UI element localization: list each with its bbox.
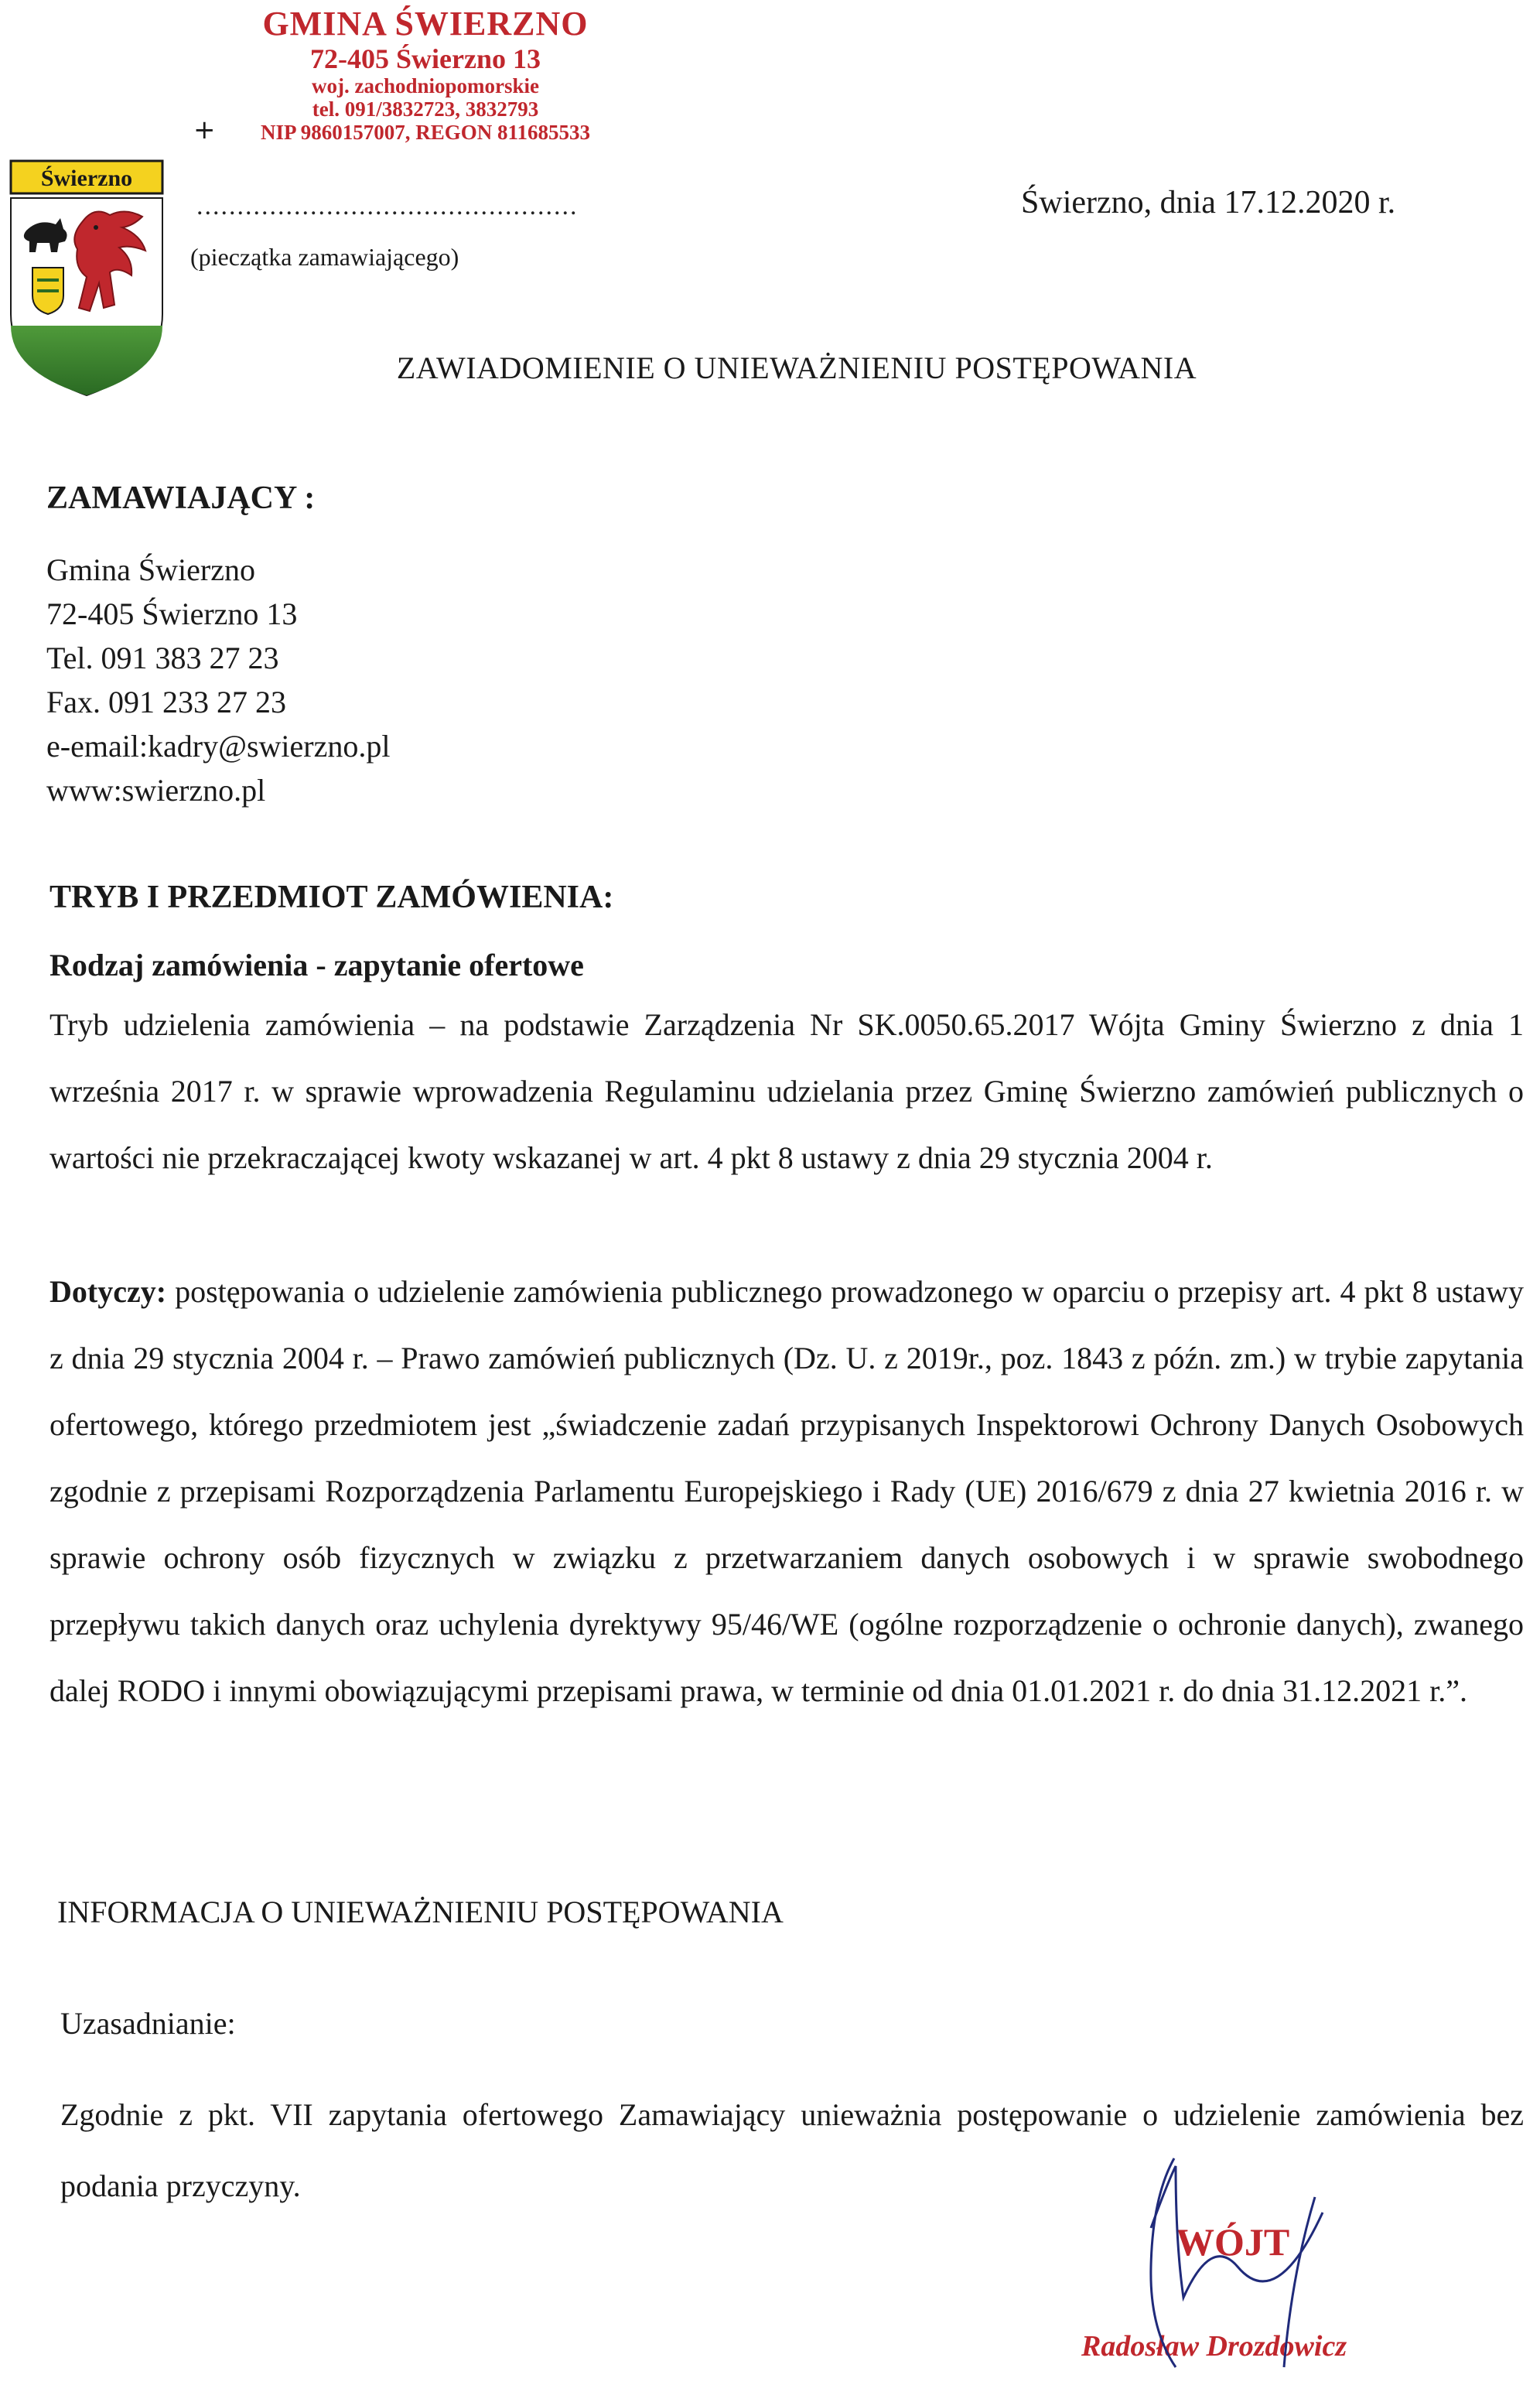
municipality-stamp — [186, 5, 665, 144]
stamp-dotted-line: ............................................... — [196, 192, 579, 220]
plus-mark-icon: + — [193, 114, 216, 145]
address-line: 72-405 Świerzno 13 — [46, 596, 298, 631]
place-date: Świerzno, dnia 17.12.2020 r. — [1021, 185, 1396, 220]
stamp-ids: NIP 9860157007, REGON 811685533 — [260, 121, 591, 144]
stamp-address: 72-405 Świerzno 13 — [310, 43, 541, 74]
contracting-authority-heading: ZAMAWIAJĄCY : — [46, 480, 316, 516]
document-title-text: ZAWIADOMIENIE O UNIEWAŻNIENIU POSTĘPOWANIA — [396, 350, 1197, 385]
signature-title: WÓJT — [1176, 2220, 1290, 2264]
signature-stamp — [1060, 2151, 1408, 2381]
stamp-name: GMINA ŚWIERZNO — [262, 5, 589, 43]
address-line: e-email:kadry@swierzno.pl — [46, 729, 391, 764]
document-title — [0, 350, 1540, 386]
procedure-heading: TRYB I PRZEDMIOT ZAMÓWIENIA: — [50, 880, 614, 915]
concerns-label: Dotyczy: — [50, 1274, 167, 1309]
procedure-type: Rodzaj zamówienia - zapytanie ofertowe — [50, 948, 584, 982]
concerns-paragraph — [50, 1259, 1524, 1724]
procedure-mode-paragraph: Tryb udzielenia zamówienia – na podstawie Zarządzenia Nr SK.0050.65.2017 Wójta Gminy Świerzno z dnia 1 września 2017 r. w sprawie wprowadzenia Regulaminu udzielania przez Gminę Świerzno zamówień publicznych o wartości nie przekraczającej kwoty wskazanej w art. 4 pkt 8 ustawy z dnia 29 stycznia 2004 r. — [50, 1007, 1524, 1175]
stamp-phone: tel. 091/3832723, 3832793 — [312, 97, 539, 121]
stamp-region: woj. zachodniopomorskie — [311, 74, 539, 97]
svg-text:Świerzno: Świerzno — [40, 166, 133, 191]
signature-name: Radosław Drozdowicz — [1081, 2330, 1347, 2363]
address-line: www:swierzno.pl — [46, 773, 266, 808]
contracting-authority-address — [46, 548, 390, 812]
address-line: Tel. 091 383 27 23 — [46, 641, 279, 675]
address-line: Gmina Świerzno — [46, 552, 255, 587]
justification-paragraph: Zgodnie z pkt. VII zapytania ofertowego Zamawiający unieważnia postępowanie o udzielenie zamówienia bez podania przyczyny. — [60, 2097, 1524, 2203]
justification-label: Uzasadnianie: — [60, 2006, 236, 2041]
signature-block — [1060, 2151, 1408, 2381]
annulment-heading: INFORMACJA O UNIEWAŻNIENIU POSTĘPOWANIA — [57, 1895, 784, 1929]
address-line: Fax. 091 233 27 23 — [46, 685, 286, 719]
stamp-caption: (pieczątka zamawiającego) — [190, 243, 459, 271]
concerns-text: postępowania o udzielenie zamówienia publicznego prowadzonego w oparciu o przepisy art. 4 pkt 8 ustawy z dnia 29 stycznia 2004 r. – Prawo zamówień publicznych (Dz. U. z 2019r., poz. 1843 z późn. zm.) w trybie zapytania ofertowego, którego przedmiotem jest „świadczenie zadań przypisanych Inspektorowi Ochrony Danych Osobowych zgodnie z przepisami Rozporządzenia Parlamentu Europejskiego i Rady (UE) 2016/679 z dnia 27 kwietnia 2016 r. w sprawie ochrony osób fizycznych w związku z przetwarzaniem danych osobowych i w sprawie swobodnego przepływu takich danych oraz uchylenia dyrektywy 95/46/WE (ogólne rozporządzenie o ochronie danych), zwanego dalej RODO i innymi obowiązującymi przepisami prawa, w terminie od dnia 01.01.2021 r. do dnia 31.12.2021 r.”. — [50, 1274, 1525, 1708]
